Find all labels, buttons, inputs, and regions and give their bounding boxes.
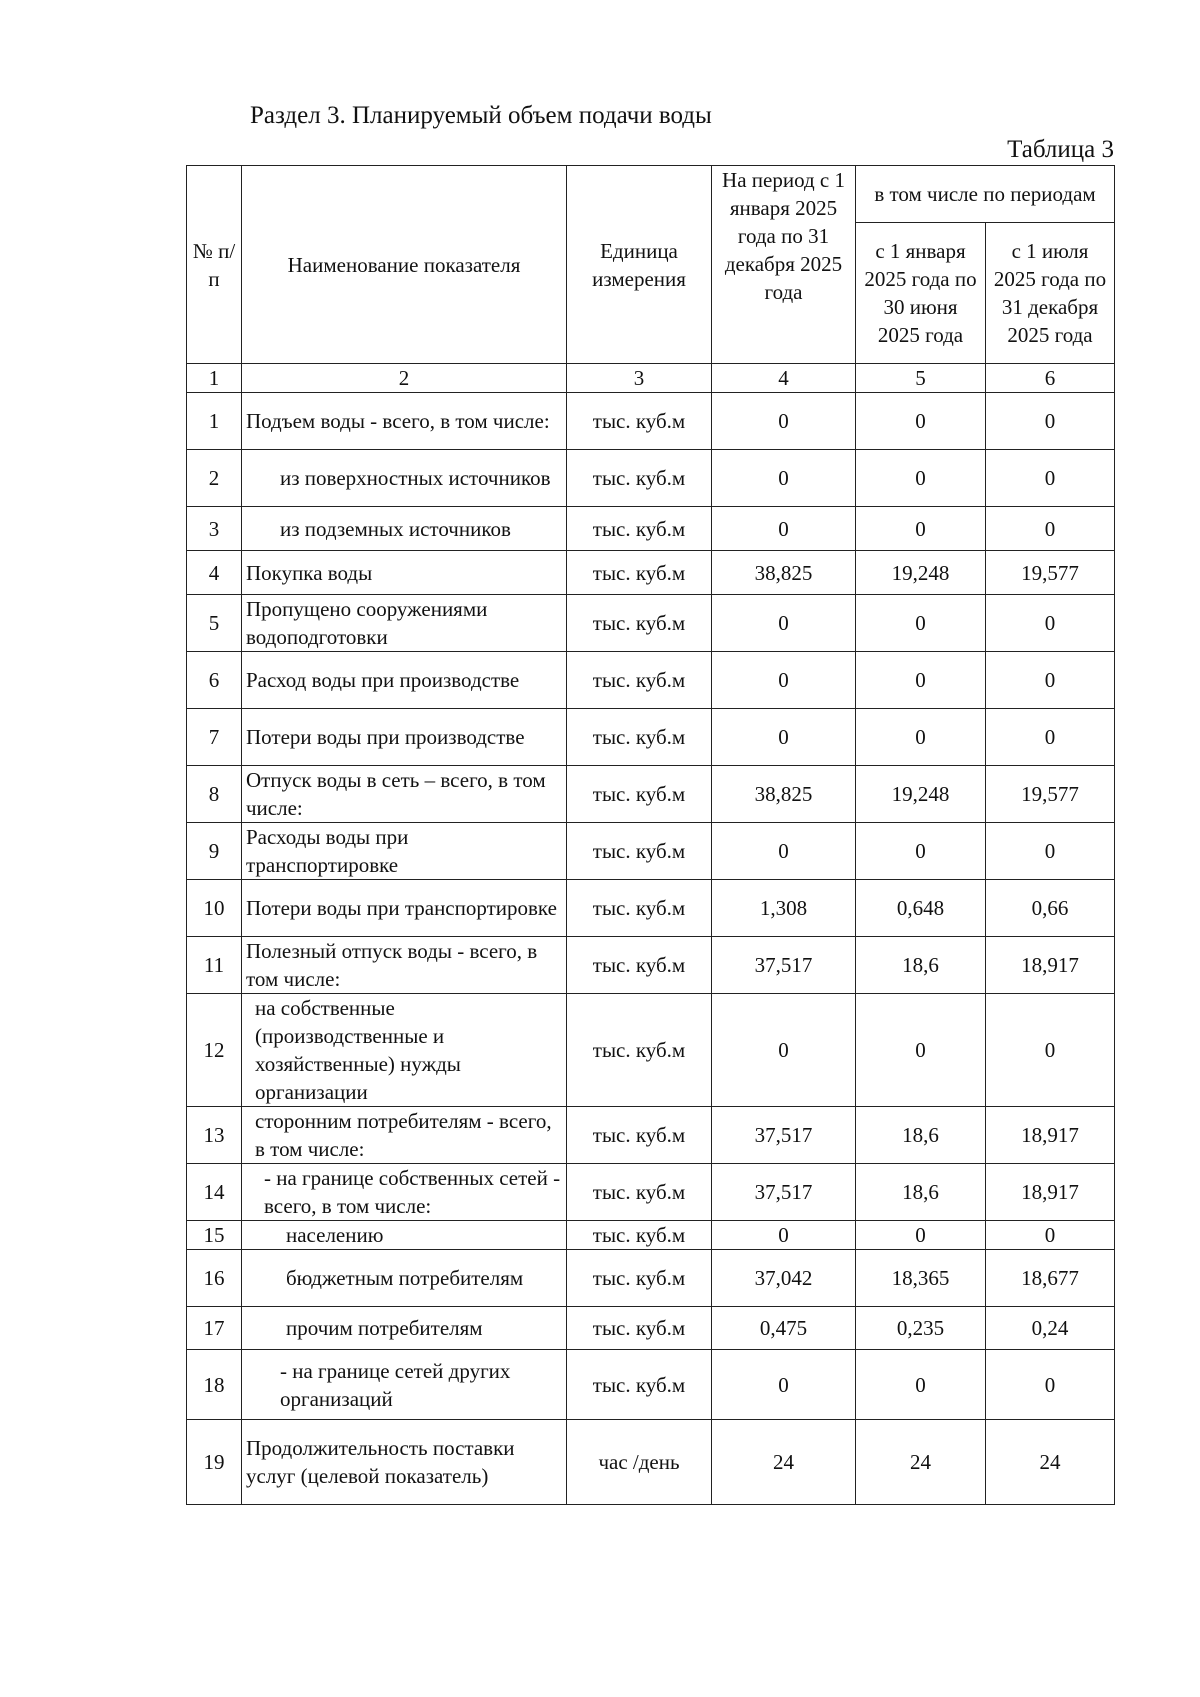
- row-total: 0,475: [712, 1307, 856, 1350]
- column-number: 5: [856, 364, 986, 393]
- page-title: Раздел 3. Планируемый объем подачи воды: [250, 102, 712, 129]
- column-number: 1: [187, 364, 242, 393]
- row-period-1: 0: [856, 1350, 986, 1420]
- row-name: Отпуск воды в сеть – всего, в том числе:: [242, 766, 567, 823]
- table-row: [187, 823, 1115, 880]
- row-total: 0: [712, 823, 856, 880]
- row-number: 19: [187, 1420, 242, 1505]
- row-unit: тыс. куб.м: [567, 652, 712, 709]
- row-number: 15: [187, 1221, 242, 1250]
- row-unit: тыс. куб.м: [567, 823, 712, 880]
- row-name: Потери воды при производстве: [242, 709, 567, 766]
- row-period-2: 18,917: [986, 1107, 1115, 1164]
- row-unit: тыс. куб.м: [567, 994, 712, 1107]
- row-total: 0: [712, 652, 856, 709]
- table-row: [187, 393, 1115, 450]
- row-total: 0: [712, 595, 856, 652]
- row-unit: тыс. куб.м: [567, 393, 712, 450]
- header-row-top: [187, 166, 1115, 223]
- col-header-total: На период с 1 января 2025 года по 31 декабря 2025 года: [712, 166, 856, 364]
- row-number: 6: [187, 652, 242, 709]
- row-name: из подземных источников: [242, 507, 567, 551]
- column-number-row: [187, 364, 1115, 393]
- row-period-1: 18,6: [856, 1164, 986, 1221]
- row-number: 4: [187, 551, 242, 595]
- row-period-1: 0,235: [856, 1307, 986, 1350]
- row-total: 38,825: [712, 551, 856, 595]
- row-period-2: 19,577: [986, 551, 1115, 595]
- row-number: 18: [187, 1350, 242, 1420]
- row-unit: тыс. куб.м: [567, 766, 712, 823]
- row-number: 10: [187, 880, 242, 937]
- row-name: Подъем воды - всего, в том числе:: [242, 393, 567, 450]
- row-total: 0: [712, 450, 856, 507]
- row-total: 38,825: [712, 766, 856, 823]
- row-period-1: 0: [856, 393, 986, 450]
- row-name: прочим потребителям: [242, 1307, 567, 1350]
- table-row: [187, 507, 1115, 551]
- row-unit: тыс. куб.м: [567, 1307, 712, 1350]
- column-number: 2: [242, 364, 567, 393]
- row-total: 0: [712, 1350, 856, 1420]
- row-number: 1: [187, 393, 242, 450]
- row-number: 7: [187, 709, 242, 766]
- row-unit: тыс. куб.м: [567, 937, 712, 994]
- col-header-period-1: с 1 января 2025 года по 30 июня 2025 года: [856, 223, 986, 364]
- row-total: 0: [712, 507, 856, 551]
- column-number: 3: [567, 364, 712, 393]
- row-period-1: 0: [856, 595, 986, 652]
- row-unit: тыс. куб.м: [567, 507, 712, 551]
- table-row: [187, 595, 1115, 652]
- table-row: [187, 1307, 1115, 1350]
- row-period-1: 19,248: [856, 766, 986, 823]
- col-header-group: в том числе по периодам: [856, 166, 1115, 223]
- row-name: Пропущено сооружениями водоподготовки: [242, 595, 567, 652]
- table-row: [187, 1107, 1115, 1164]
- table-row: [187, 1221, 1115, 1250]
- row-unit: тыс. куб.м: [567, 1164, 712, 1221]
- row-name: Расход воды при производстве: [242, 652, 567, 709]
- row-number: 16: [187, 1250, 242, 1307]
- row-unit: тыс. куб.м: [567, 1221, 712, 1250]
- col-header-name: Наименование показателя: [242, 166, 567, 364]
- row-name: бюджетным потребителям: [242, 1250, 567, 1307]
- table-row: [187, 652, 1115, 709]
- row-number: 11: [187, 937, 242, 994]
- row-unit: тыс. куб.м: [567, 880, 712, 937]
- table-row: [187, 1350, 1115, 1420]
- row-unit: тыс. куб.м: [567, 595, 712, 652]
- row-total: 24: [712, 1420, 856, 1505]
- row-total: 37,517: [712, 1164, 856, 1221]
- row-total: 37,517: [712, 1107, 856, 1164]
- row-name: - на границе сетей других организаций: [242, 1350, 567, 1420]
- row-total: 37,517: [712, 937, 856, 994]
- row-name: сторонним потребителям - всего, в том числе:: [242, 1107, 567, 1164]
- row-period-2: 0: [986, 507, 1115, 551]
- row-period-2: 0: [986, 652, 1115, 709]
- row-name: Потери воды при транспортировке: [242, 880, 567, 937]
- col-header-num: № п/п: [187, 166, 242, 364]
- row-period-1: 24: [856, 1420, 986, 1505]
- table-row: [187, 994, 1115, 1107]
- row-total: 0: [712, 994, 856, 1107]
- row-period-1: 0: [856, 652, 986, 709]
- row-period-2: 0: [986, 595, 1115, 652]
- row-total: 0: [712, 709, 856, 766]
- row-number: 8: [187, 766, 242, 823]
- row-period-1: 0: [856, 823, 986, 880]
- table-row: [187, 1420, 1115, 1505]
- col-header-unit: Единица измерения: [567, 166, 712, 364]
- row-period-2: 0: [986, 393, 1115, 450]
- row-name: Покупка воды: [242, 551, 567, 595]
- row-name: Продолжительность поставки услуг (целевой показатель): [242, 1420, 567, 1505]
- row-period-2: 0,24: [986, 1307, 1115, 1350]
- table-row: [187, 450, 1115, 507]
- row-name: на собственные (производственные и хозяйственные) нужды организации: [242, 994, 567, 1107]
- row-period-1: 0: [856, 994, 986, 1107]
- row-period-2: 18,917: [986, 937, 1115, 994]
- row-name: из поверхностных источников: [242, 450, 567, 507]
- row-period-2: 0: [986, 709, 1115, 766]
- row-number: 12: [187, 994, 242, 1107]
- row-number: 5: [187, 595, 242, 652]
- row-number: 3: [187, 507, 242, 551]
- row-unit: тыс. куб.м: [567, 1350, 712, 1420]
- row-number: 2: [187, 450, 242, 507]
- row-unit: тыс. куб.м: [567, 709, 712, 766]
- row-period-1: 18,365: [856, 1250, 986, 1307]
- row-number: 14: [187, 1164, 242, 1221]
- row-unit: тыс. куб.м: [567, 1250, 712, 1307]
- col-header-period-2: с 1 июля 2025 года по 31 декабря 2025 года: [986, 223, 1115, 364]
- row-period-1: 18,6: [856, 937, 986, 994]
- row-number: 9: [187, 823, 242, 880]
- row-period-2: 0: [986, 450, 1115, 507]
- row-period-2: 0: [986, 823, 1115, 880]
- row-total: 1,308: [712, 880, 856, 937]
- water-supply-table: [186, 165, 1115, 1505]
- row-name: Расходы воды при транспортировке: [242, 823, 567, 880]
- table-row: [187, 766, 1115, 823]
- row-period-1: 0: [856, 709, 986, 766]
- row-period-1: 19,248: [856, 551, 986, 595]
- row-period-2: 18,917: [986, 1164, 1115, 1221]
- table-row: [187, 551, 1115, 595]
- row-period-2: 18,677: [986, 1250, 1115, 1307]
- row-period-1: 0: [856, 450, 986, 507]
- row-number: 17: [187, 1307, 242, 1350]
- row-name: Полезный отпуск воды - всего, в том числе:: [242, 937, 567, 994]
- row-period-1: 0: [856, 507, 986, 551]
- row-total: 0: [712, 1221, 856, 1250]
- row-total: 37,042: [712, 1250, 856, 1307]
- row-period-2: 24: [986, 1420, 1115, 1505]
- row-period-1: 0: [856, 1221, 986, 1250]
- column-number: 6: [986, 364, 1115, 393]
- row-unit: тыс. куб.м: [567, 1107, 712, 1164]
- row-unit: час /день: [567, 1420, 712, 1505]
- table-row: [187, 1164, 1115, 1221]
- column-number: 4: [712, 364, 856, 393]
- table-row: [187, 880, 1115, 937]
- row-period-2: 19,577: [986, 766, 1115, 823]
- row-period-1: 18,6: [856, 1107, 986, 1164]
- row-period-1: 0,648: [856, 880, 986, 937]
- table-row: [187, 937, 1115, 994]
- row-number: 13: [187, 1107, 242, 1164]
- table-label: Таблица 3: [1007, 136, 1114, 163]
- row-period-2: 0: [986, 1221, 1115, 1250]
- row-name: - на границе собственных сетей - всего, в том числе:: [242, 1164, 567, 1221]
- row-period-2: 0: [986, 994, 1115, 1107]
- row-unit: тыс. куб.м: [567, 450, 712, 507]
- row-unit: тыс. куб.м: [567, 551, 712, 595]
- table-row: [187, 1250, 1115, 1307]
- table-row: [187, 709, 1115, 766]
- row-total: 0: [712, 393, 856, 450]
- row-name: населению: [242, 1221, 567, 1250]
- row-period-2: 0,66: [986, 880, 1115, 937]
- row-period-2: 0: [986, 1350, 1115, 1420]
